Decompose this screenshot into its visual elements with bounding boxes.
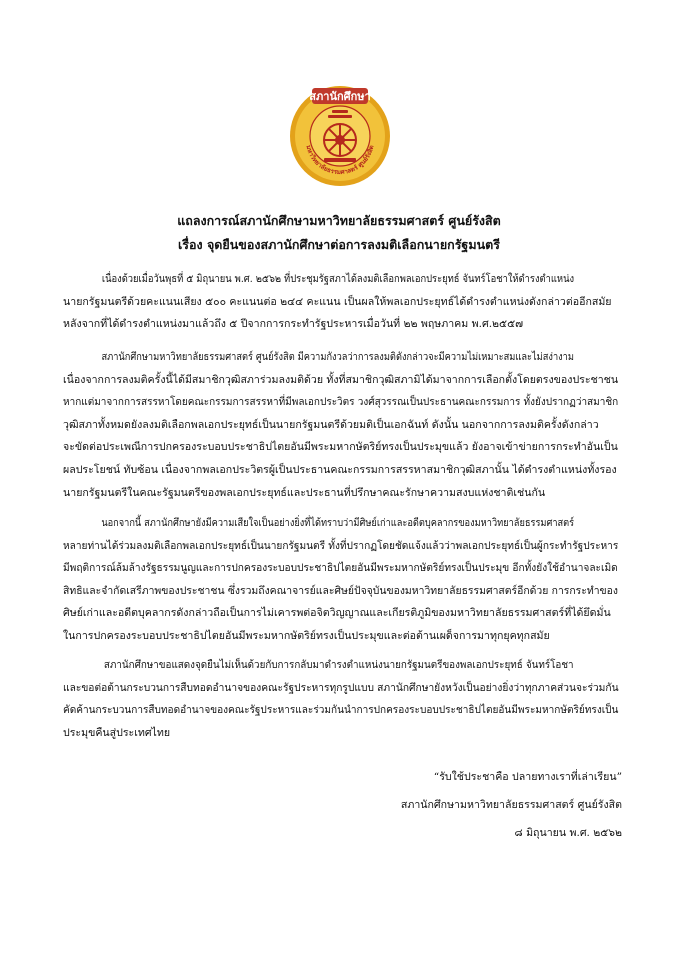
emblem-subtext: มหาวิทยาลัยธรรมศาสตร์ ศูนย์รังสิต bbox=[304, 144, 376, 177]
text-line: ผลประโยชน์ ทับซ้อน เนื่องจากพลเอกประวิตรผู้เป็นประธานคณะกรรมการสรรหาสมาชิกวุฒิสภานั้น ได้ดำรงตำแหน่งทั้งรอง bbox=[63, 463, 617, 476]
text-line: สภานักศึกษามหาวิทยาลัยธรรมศาสตร์ ศูนย์รังสิต มีความกังวลว่าการลงมติดังกล่าวจะมีความไม่เหมาะสมและไม่สง่างาม bbox=[101, 351, 574, 363]
text-line: หลายท่านได้ร่วมลงมติเลือกพลเอกประยุทธ์เป็นนายกรัฐมนตรี ทั้งที่ปรากฏโดยชัดแจ้งแล้วว่าพลเอกประยุทธ์เป็นผู้กระทำรัฐประหาร bbox=[63, 539, 619, 552]
statement-subject: เรื่อง จุดยืนของสภานักศึกษาต่อการลงมติเลือกนายกรัฐมนตรี bbox=[178, 237, 500, 252]
paragraph-2 bbox=[63, 346, 618, 504]
signature-organization: สภานักศึกษามหาวิทยาลัยธรรมศาสตร์ ศูนย์รังสิต bbox=[400, 799, 622, 811]
statement-title: แถลงการณ์สภานักศึกษามหาวิทยาลัยธรรมศาสตร์ ศูนย์รังสิต bbox=[177, 213, 501, 228]
paragraph-3 bbox=[63, 512, 618, 648]
text-line: จะขัดต่อประเพณีการปกครองระบอบประชาธิปไตยอันมีพระมหากษัตริย์ทรงเป็นประมุขแล้ว ยังอาจเข้าข่ายการกระทำอันเป็น bbox=[63, 441, 618, 454]
paragraph-4 bbox=[63, 654, 618, 744]
text-line: สิทธิและจำกัดเสรีภาพของประชาชน ซึ่งรวมถึงคณาจารย์และศิษย์ปัจจุบันของมหาวิทยาลัยธรรมศาสตร์อีกด้วย การกระทำของ bbox=[63, 584, 618, 597]
text-line: นอกจากนี้ สภานักศึกษายังมีความเสียใจเป็นอย่างยิ่งที่ได้ทราบว่ามีศิษย์เก่าและอดีตบุคลากรของมหาวิทยาลัยธรรมศาสตร์ bbox=[101, 517, 575, 529]
emblem-title: สภานักศึกษา bbox=[309, 90, 371, 103]
text-line: นายกรัฐมนตรีด้วยคะแนนเสียง ๕๐๐ คะแนนต่อ ๒๔๔ คะแนน เป็นผลให้พลเอกประยุทธ์ได้ดำรงตำแหน่งดังกล่าวต่ออีกสมัย bbox=[63, 295, 612, 308]
signature-date: ๘ มิถุนายน พ.ศ. ๒๕๖๒ bbox=[514, 827, 622, 839]
text-line: ประมุขคืนสู่ประเทศไทย bbox=[63, 726, 171, 739]
signature-motto: “รับใช้ประชาคือ ปลายทางเราที่เล่าเรียน” bbox=[433, 771, 622, 783]
text-line: คัดค้านกระบวนการสืบทอดอำนาจของคณะรัฐประหารและร่วมกันนำการปกครองระบอบประชาธิปไตยอันมีพระมหากษัตริย์ทรงเป็น bbox=[63, 704, 619, 717]
student-council-emblem bbox=[288, 80, 392, 192]
text-line: วุฒิสภาทั้งหมดยังลงมติเลือกพลเอกประยุทธ์เป็นนายกรัฐมนตรีด้วยมติเป็นเอกฉันท์ ดังนั้น นอกจากการลงมติครั้งดังกล่าว bbox=[63, 418, 599, 431]
text-line: หากแต่มาจากการสรรหาโดยคณะกรรมการสรรหาที่มีพลเอกประวิตร วงศ์สุวรรณเป็นประธานคณะกรรมการ ทั้งยังปรากฏว่าสมาชิก bbox=[63, 396, 619, 409]
text-line: เนื่องด้วยเมื่อวันพุธที่ ๕ มิถุนายน พ.ศ. ๒๕๖๒ ที่ประชุมรัฐสภาได้ลงมติเลือกพลเอกประยุทธ์ จันทร์โอชาให้ดำรงตำแหน่ง bbox=[101, 273, 575, 285]
text-line: และขอต่อต้านกระบวนการสืบทอดอำนาจของคณะรัฐประหารทุกรูปแบบ สภานักศึกษายังหวังเป็นอย่างยิ่งว่าทุกภาคส่วนจะร่วมกัน bbox=[63, 681, 619, 694]
text-line: นายกรัฐมนตรีในคณะรัฐมนตรีของพลเอกประยุทธ์และประธานที่ปรึกษาคณะรักษาความสงบแห่งชาติเช่นกัน bbox=[63, 486, 546, 499]
text-line: มีพฤติการณ์ล้มล้างรัฐธรรมนูญและการปกครองระบอบประชาธิปไตยอันมีพระมหากษัตริย์ทรงเป็นประมุข อีกทั้งยังใช้อำนาจละเมิด bbox=[63, 562, 618, 575]
text-line: ในการปกครองระบอบประชาธิปไตยอันมีพระมหากษัตริย์ทรงเป็นประมุขและต่อต้านเผด็จการมาทุกยุคทุกสมัย bbox=[63, 629, 550, 642]
text-line: เนื่องจากการลงมติครั้งนี้ได้มีสมาชิกวุฒิสภาร่วมลงมติด้วย ทั้งที่สมาชิกวุฒิสภามิได้มาจากการเลือกตั้งโดยตรงของประชาชน bbox=[63, 373, 619, 386]
paragraph-1 bbox=[63, 268, 618, 336]
text-line: ศิษย์เก่าและอดีตบุคลากรดังกล่าวถือเป็นการไม่เคารพต่อจิตวิญญาณและเกียรติภูมิของมหาวิทยาลัยธรรมศาสตร์ที่ได้ยึดมั่น bbox=[63, 607, 611, 620]
text-line: หลังจากที่ได้ดำรงตำแหน่งมาแล้วถึง ๕ ปีจากการกระทำรัฐประหารเมื่อวันที่ ๒๒ พฤษภาคม พ.ศ.๒๕๕๗ bbox=[63, 318, 524, 331]
text-line: สภานักศึกษาขอแสดงจุดยืนไม่เห็นด้วยกับการกลับมาดำรงตำแหน่งนายกรัฐมนตรีของพลเอกประยุทธ์ จันทร์โอชา bbox=[103, 659, 574, 671]
